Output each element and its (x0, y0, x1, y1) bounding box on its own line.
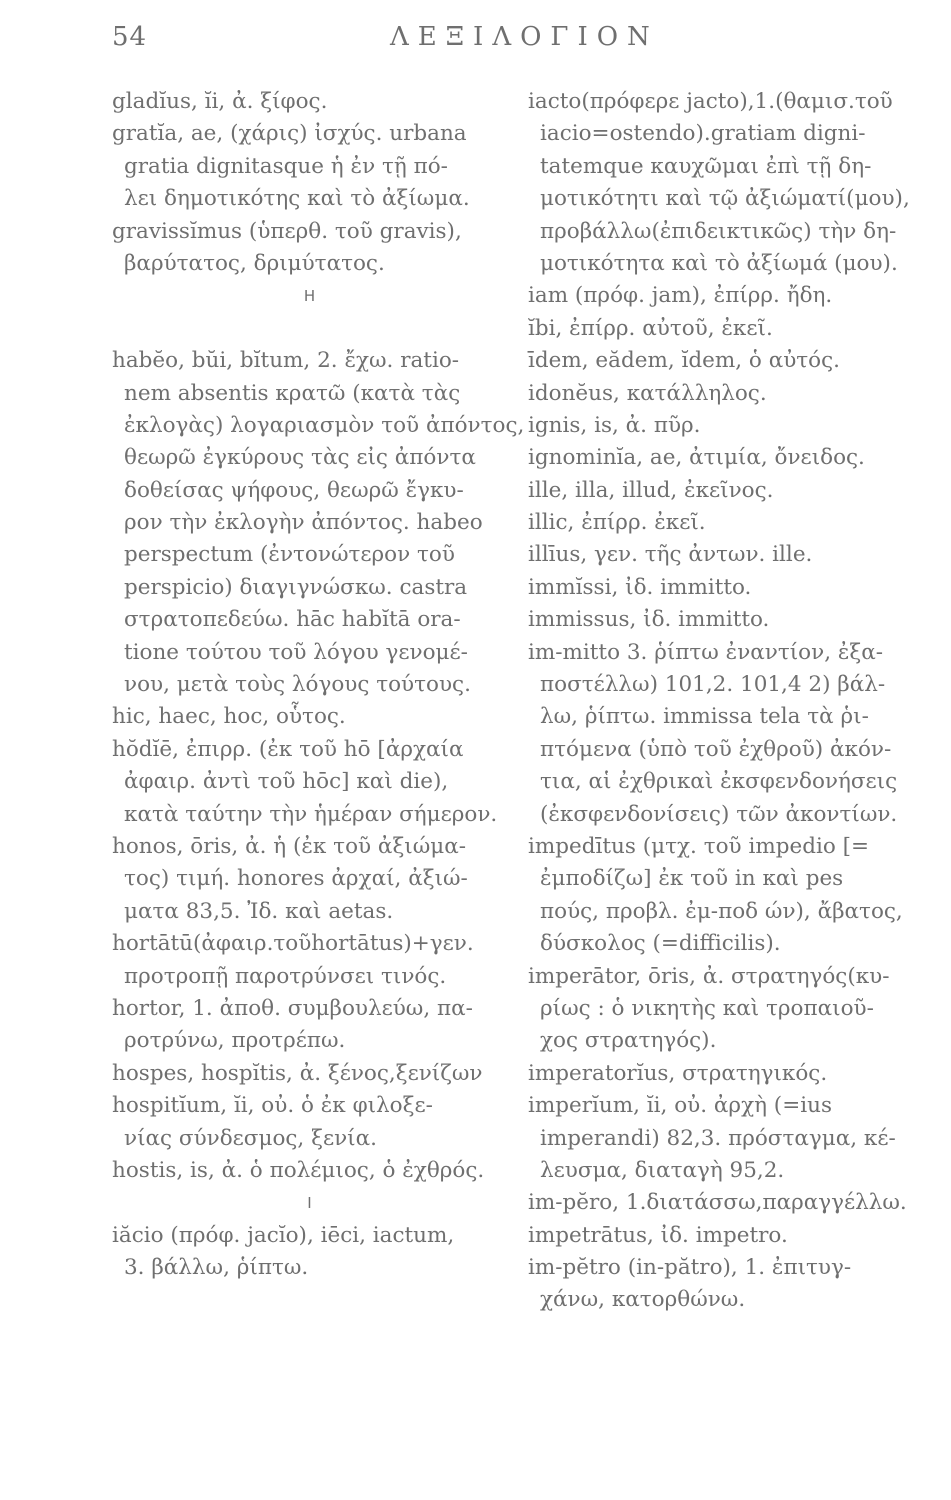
dictionary-line: illīus, γεν. τῆς ἀντων. ille. (528, 542, 813, 568)
dictionary-line: hortātū(ἀφαιρ.τοῦhortātus)+γεν. (112, 931, 474, 957)
dictionary-line: honos, ōris, ἀ. ἡ (ἐκ τοῦ ἀξιώμα- (112, 833, 467, 859)
dictionary-line: νίας σύνδεσμος, ξενία. (124, 1125, 377, 1151)
dictionary-line: immĭssi, ἰδ. immitto. (528, 574, 752, 600)
dictionary-line: perspectum (ἐντονώτερον τοῦ (124, 542, 455, 568)
dictionary-line: hortor, 1. ἀποθ. συμβουλεύω, πα- (112, 995, 473, 1021)
dictionary-line: πούς, προβλ. ἐμ-ποδ ών), ἄβατος, (540, 898, 903, 924)
dictionary-line: προβάλλω(ἐπιδεικτικῶς) τὴν δη- (540, 218, 897, 244)
dictionary-line: πτόμενα (ὑπὸ τοῦ ἐχθροῦ) ἀκόν- (540, 736, 892, 762)
dictionary-line: im-pĕro, 1.διατάσσω,παραγγέλλω. (528, 1190, 907, 1216)
dictionary-line: impedītus (μτχ. τοῦ impedio [= (528, 833, 870, 859)
dictionary-line: hospes, hospĭtis, ἀ. ξένος,ξενίζων (112, 1060, 483, 1086)
dictionary-line: nem absentis κρατῶ (κατὰ τὰς (124, 380, 461, 406)
dictionary-line: δύσκολος (=difficilis). (540, 931, 781, 957)
dictionary-line: μοτικότητι καὶ τῷ ἀξιώματί(μου), (540, 186, 910, 212)
dictionary-line: imperĭum, ĭi, οὐ. ἀρχὴ (=ius (528, 1093, 832, 1119)
dictionary-line: immissus, ἰδ. immitto. (528, 607, 770, 633)
dictionary-line: βαρύτατος, δριμύτατος. (124, 250, 385, 276)
dictionary-line: ρον τὴν ἐκλογὴν ἀπόντος. habeo (124, 510, 483, 536)
running-head: ΛΕΞΙΛΟΓΙΟΝ (390, 22, 659, 52)
dictionary-line: imperatorĭus, στρατηγικός. (528, 1060, 828, 1086)
dictionary-line: perspicio) διαγιγνώσκω. castra (124, 574, 468, 600)
dictionary-line: τος) τιμή. honores ἀρχαί, ἀξιώ- (124, 866, 468, 892)
dictionary-line: ρίως : ὁ νικητὴς καὶ τροπαιοῦ- (540, 995, 874, 1021)
dictionary-line: (ἐκσφενδονίσεις) τῶν ἀκοντίων. (540, 801, 898, 827)
dictionary-line: ille, illa, illud, ἐκεῖνος. (528, 477, 774, 503)
dictionary-line: hic, haec, hoc, οὗτος. (112, 704, 346, 730)
dictionary-line: gladĭus, ĭi, ἀ. ξίφος. (112, 89, 328, 114)
dictionary-line: ματα 83,5. Ἰδ. καὶ aetas. (124, 898, 394, 924)
dictionary-line: θεωρῶ ἐγκύρους τὰς εἰς ἀπόντα (124, 445, 476, 471)
dictionary-line: iam (πρόφ. jam), ἐπίρρ. ἤδη. (528, 283, 833, 309)
dictionary-line: gravissĭmus (ὑπερθ. τοῦ gravis), (112, 218, 462, 244)
dictionary-line: tatemque καυχῶμαι ἐπὶ τῇ δη- (540, 153, 872, 179)
dictionary-line: impetrātus, ἰδ. impetro. (528, 1222, 788, 1248)
dictionary-line: 3. βάλλω, ῥίπτω. (124, 1255, 309, 1281)
dictionary-line: ποστέλλω) 101,2. 101,4 2) βάλ- (540, 672, 886, 698)
dictionary-line: προτροπῇ παροτρύνσει τινός. (124, 963, 447, 989)
dictionary-line: χάνω, κατορθώνω. (540, 1287, 746, 1313)
dictionary-line: ροτρύνω, προτρέπω. (124, 1028, 346, 1054)
section-letter: I (307, 1194, 312, 1213)
dictionary-line: im-mitto 3. ῥίπτω ἐναντίον, ἐξα- (528, 639, 884, 665)
dictionary-line: ἐκλογὰς) λογαριασμὸν τοῦ ἀπόντος, (124, 412, 525, 438)
dictionary-line: ĭbi, ἐπίρρ. αὐτοῦ, ἐκεῖ. (528, 315, 773, 341)
dictionary-line: τια, αἱ ἐχθρικαὶ ἐκσφενδονήσεις (540, 769, 898, 795)
dictionary-line: ignis, is, ἀ. πῦρ. (528, 412, 701, 438)
dictionary-line: νου, μετὰ τοὺς λόγους τούτους. (124, 672, 471, 698)
dictionary-line: λευσμα, διαταγὴ 95,2. (540, 1157, 785, 1183)
dictionary-line: hospitĭum, ĭi, οὐ. ὁ ἐκ φιλοξε- (112, 1093, 433, 1119)
right-column (528, 86, 928, 1317)
dictionary-line: idonĕus, κατάλληλος. (528, 380, 767, 406)
page-number: 54 (112, 22, 148, 52)
dictionary-line: ἀφαιρ. ἀντὶ τοῦ hōc] καὶ die), (124, 769, 449, 795)
dictionary-line: hostis, is, ἀ. ὁ πολέμιος, ὁ ἐχθρός. (112, 1157, 485, 1183)
dictionary-line: habĕo, bŭi, bĭtum, 2. ἔχω. ratio- (112, 348, 460, 374)
dictionary-line: ignominĭa, ae, ἀτιμία, ὄνειδος. (528, 445, 865, 471)
dictionary-line: κατὰ ταύτην τὴν ἡμέραν σήμερον. (124, 801, 498, 827)
dictionary-line: χος στρατηγός). (540, 1028, 717, 1054)
dictionary-line: iacto(πρόφερε jacto),1.(θαμισ.τοῦ (528, 89, 893, 114)
dictionary-line: illic, ἐπίρρ. ἐκεῖ. (528, 510, 706, 536)
dictionary-line (112, 313, 507, 345)
dictionary-line: ἐμποδίζω] ἐκ τοῦ in καὶ pes (540, 866, 844, 892)
dictionary-line: δοθείσας ψήφους, θεωρῶ ἔγκυ- (124, 477, 464, 503)
dictionary-line: μοτικότητα καὶ τὸ ἀξίωμά (μου). (540, 250, 898, 276)
dictionary-line: iacio=ostendo).gratiam digni- (540, 121, 866, 147)
section-letter: H (303, 287, 316, 306)
dictionary-line: im-pĕtro (in-pătro), 1. ἐπιτυγ- (528, 1255, 852, 1281)
dictionary-line: gratĭa, ae, (χάρις) ἰσχύς. urbana (112, 121, 467, 147)
dictionary-line: gratia dignitasque ἡ ἐν τῇ πό- (124, 153, 448, 179)
dictionary-line: tione τούτου τοῦ λόγου γενομέ- (124, 639, 468, 665)
dictionary-line: hŏdĭē, ἐπιρρ. (ἐκ τοῦ hō [ἀρχαία (112, 736, 464, 762)
dictionary-line: imperātor, ōris, ἀ. στρατηγός(κυ- (528, 963, 890, 989)
dictionary-line: imperandi) 82,3. πρόσταγμα, κέ- (540, 1125, 896, 1151)
dictionary-line: īdem, eădem, ĭdem, ὁ αὐτός. (528, 348, 841, 374)
dictionary-line: λει δημοτικότης καὶ τὸ ἀξίωμα. (124, 186, 470, 212)
left-column (112, 86, 525, 1284)
dictionary-line: λω, ῥίπτω. immissa tela τὰ ῥι- (540, 704, 869, 730)
dictionary-line: στρατοπεδεύω. hāc habĭtā ora- (124, 607, 461, 633)
dictionary-line: iăcio (πρόφ. jacĭo), iēci, iactum, (112, 1222, 455, 1248)
